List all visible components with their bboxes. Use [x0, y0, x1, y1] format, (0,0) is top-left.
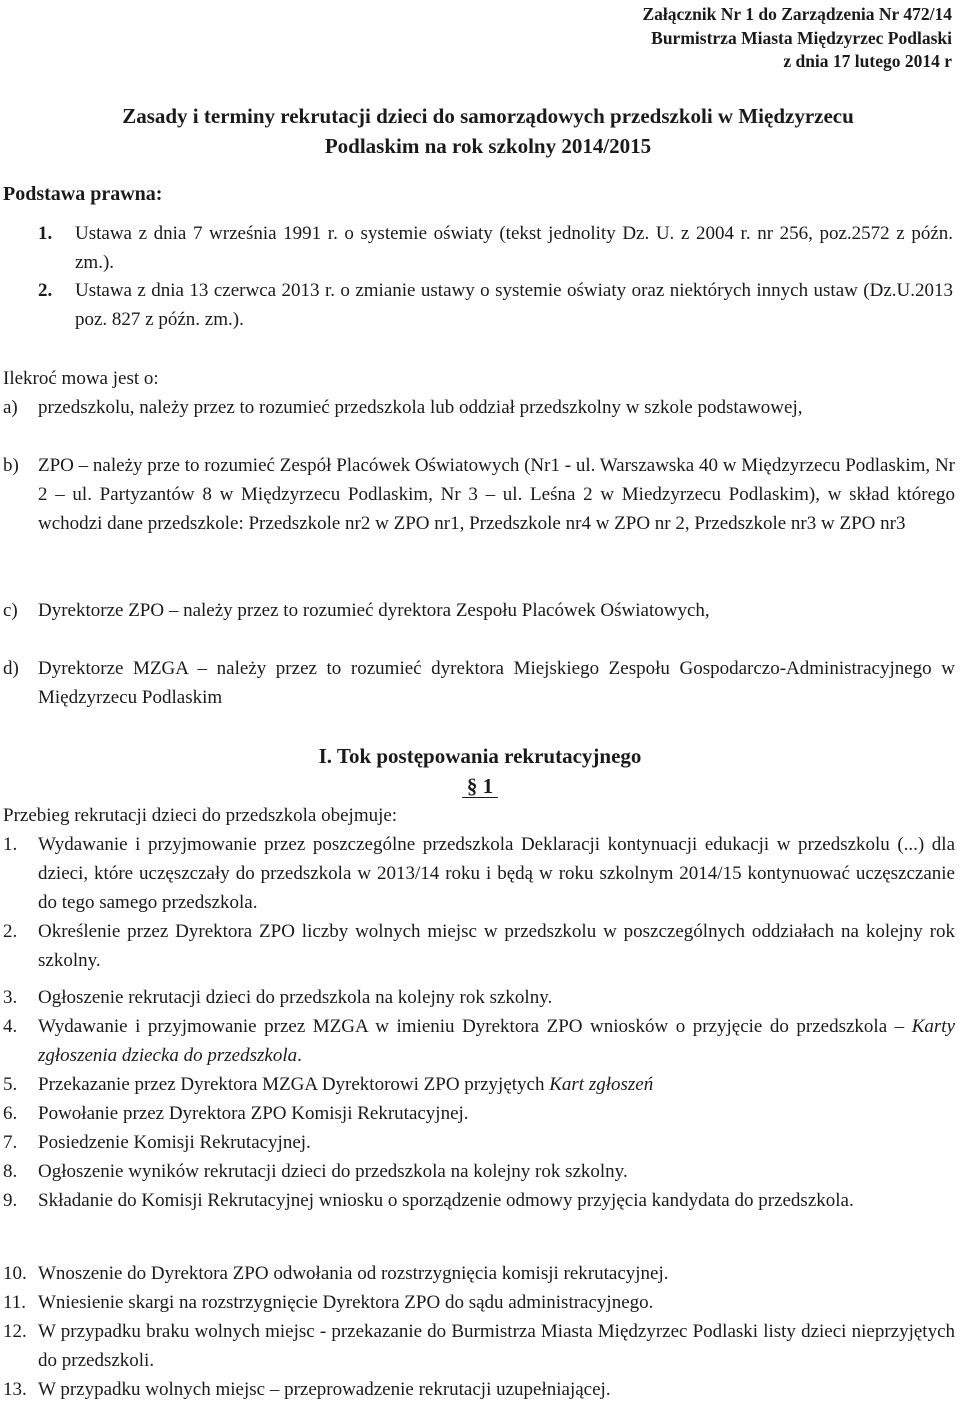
step-text-main: W przypadku braku wolnych miejsc - przekazanie do Burmistrza Miasta Międzyrzec Podlaski listy dzieci nieprzyjętych do przedszkoli. [38, 1321, 955, 1371]
step-text [3, 1186, 955, 1215]
definition-letter: a) [3, 397, 18, 418]
header-line-3: z dnia 17 lutego 2014 r [783, 51, 952, 71]
step-text [3, 1012, 955, 1070]
paragraph-number: 1 [483, 772, 494, 801]
step-text-main: Wydawanie i przyjmowanie przez poszczególne przedszkola Deklaracji kontynuacji edukacji w przedszkolu (...) [38, 834, 925, 855]
step-text-main: Przekazanie przez Dyrektora MZGA Dyrektorowi ZPO przyjętych [38, 1074, 550, 1095]
definition-letter: c) [3, 600, 18, 621]
step-text-tail: dla dzieci, które uczęszczały do przedszkola w 2013/14 roku i będą w roku szkolnym 2014/15 kontynuować uczęszczanie do tego samego przedszkola. [38, 834, 955, 913]
step-number: 13. [3, 1379, 27, 1400]
step-text [3, 1288, 955, 1317]
step-item [3, 1099, 955, 1128]
attachment-header [643, 3, 953, 74]
step-item [3, 1317, 955, 1375]
step-number: 10. [3, 1263, 27, 1284]
step-number: 1. [3, 834, 18, 855]
step-number: 12. [3, 1321, 27, 1342]
definition-item [3, 596, 955, 625]
step-number: 8. [3, 1161, 18, 1182]
step-text-italic: Kart zgłoszeń [549, 1074, 654, 1095]
step-number: 5. [3, 1074, 18, 1095]
step-number: 11. [3, 1292, 27, 1313]
step-text-main: Posiedzenie Komisji Rekrutacyjnej. [38, 1132, 311, 1153]
document-title [38, 101, 938, 161]
step-item [3, 1012, 955, 1070]
step-text-main: Wydawanie i przyjmowanie przez MZGA w imieniu Dyrektora ZPO wniosków o przyjęcie do przedszkola – [38, 1016, 912, 1037]
step-item [3, 1375, 955, 1404]
definition-text: ZPO – należy prze to rozumieć Zespół Placówek Oświatowych (Nr1 - ul. Warszawska 40 w Międzyrzecu Podlaskim, Nr 2 – ul. Partyzantów 8 w Międzyrzecu Podlaskim, Nr 3 – ul. Leśna 2 w Miedzyrzecu Podlaskim), w skład którego wchodzi dane przedszkole: Przedszkole nr2 w ZPO nr1, Przedszkole nr4 w ZPO nr 2, Przedszkole nr3 w ZPO nr3 [38, 455, 955, 534]
step-item [3, 830, 955, 917]
step-text [3, 1099, 955, 1128]
definition-item [3, 451, 955, 538]
definition-text: przedszkolu, należy przez to rozumieć przedszkola lub oddział przedszkolny w szkole podstawowej, [38, 397, 803, 418]
step-item [3, 1070, 955, 1099]
step-text [3, 1375, 955, 1404]
section-title: I. Tok postępowania rekrutacyjnego [318, 744, 642, 768]
definition-item [3, 654, 955, 712]
step-text [3, 1070, 955, 1099]
paragraph-mark: § 1 [0, 772, 960, 801]
step-text [3, 1259, 955, 1288]
step-text-main: Ogłoszenie rekrutacji dzieci do przedszkola na kolejny rok szkolny. [38, 987, 553, 1008]
step-item [3, 983, 955, 1012]
step-text-main: Określenie przez Dyrektora ZPO liczby wolnych miejsc w przedszkolu w poszczególnych oddziałach na kolejny rok szkolny. [38, 921, 955, 971]
legal-basis-number: 1. [38, 223, 53, 244]
title-line-2: Podlaskim na rok szkolny 2014/2015 [324, 134, 652, 158]
legal-basis-heading: Podstawa prawna: [3, 183, 163, 205]
definition-text: Dyrektorze MZGA – należy przez to rozumieć dyrektora Miejskiego Zespołu Gospodarczo-Administracyjnego w Międzyrzecu Podlaskim [38, 658, 955, 708]
step-number: 7. [3, 1132, 18, 1153]
title-line-1: Zasady i terminy rekrutacji dzieci do samorządowych przedszkoli w Międzyrzecu [122, 104, 854, 128]
header-line-1: Załącznik Nr 1 do Zarządzenia Nr 472/14 [642, 4, 952, 24]
step-number: 6. [3, 1103, 18, 1124]
header-line-2: Burmistrza Miasta Międzyrzec Podlaski [651, 27, 952, 48]
step-item [3, 1259, 955, 1288]
legal-basis-item [38, 219, 953, 277]
step-item [3, 917, 955, 975]
step-item [3, 1157, 955, 1186]
step-number: 4. [3, 1016, 18, 1037]
steps-intro: Przebieg rekrutacji dzieci do przedszkola obejmuje: [3, 805, 398, 826]
definitions-intro: Ilekroć mowa jest o: [3, 368, 159, 389]
step-text [3, 983, 955, 1012]
step-text [3, 1128, 955, 1157]
step-text [3, 917, 955, 975]
step-item [3, 1128, 955, 1157]
step-text [3, 830, 955, 917]
legal-basis-text: Ustawa z dnia 7 września 1991 r. o systemie oświaty (tekst jednolity Dz. U. z 2004 r. nr 256, poz.2572 z późn. zm.). [75, 223, 953, 273]
step-text-tail: . [297, 1045, 302, 1066]
step-text-main: Składanie do Komisji Rekrutacyjnej wniosku o sporządzenie odmowy przyjęcia kandydata do przedszkola. [38, 1190, 854, 1211]
legal-basis-text: Ustawa z dnia 13 czerwca 2013 r. o zmianie ustawy o systemie oświaty oraz niektórych innych ustaw (Dz.U.2013 poz. 827 z późn. zm.). [75, 280, 953, 330]
step-item [3, 1288, 955, 1317]
legal-basis-number: 2. [38, 280, 53, 301]
definition-text: Dyrektorze ZPO – należy przez to rozumieć dyrektora Zespołu Placówek Oświatowych, [38, 600, 710, 621]
definition-item [3, 393, 955, 422]
step-item [3, 1186, 955, 1215]
step-text-main: Wnoszenie do Dyrektora ZPO odwołania od rozstrzygnięcia komisji rekrutacyjnej. [38, 1263, 669, 1284]
step-number: 9. [3, 1190, 18, 1211]
step-text-main: Powołanie przez Dyrektora ZPO Komisji Rekrutacyjnej. [38, 1103, 469, 1124]
step-number: 3. [3, 987, 18, 1008]
step-text-main: Ogłoszenie wyników rekrutacji dzieci do przedszkola na kolejny rok szkolny. [38, 1161, 628, 1182]
step-text [3, 1157, 955, 1186]
step-text-main: Wniesienie skargi na rozstrzygnięcie Dyrektora ZPO do sądu administracyjnego. [38, 1292, 654, 1313]
definition-letter: b) [3, 455, 19, 476]
definition-letter: d) [3, 658, 19, 679]
step-text [3, 1317, 955, 1375]
step-number: 2. [3, 921, 18, 942]
legal-basis-item [38, 276, 953, 334]
step-text-main: W przypadku wolnych miejsc – przeprowadzenie rekrutacji uzupełniającej. [38, 1379, 611, 1400]
step-text-italic: Karty zgłoszenia dziecka do przedszkola [38, 1016, 955, 1066]
